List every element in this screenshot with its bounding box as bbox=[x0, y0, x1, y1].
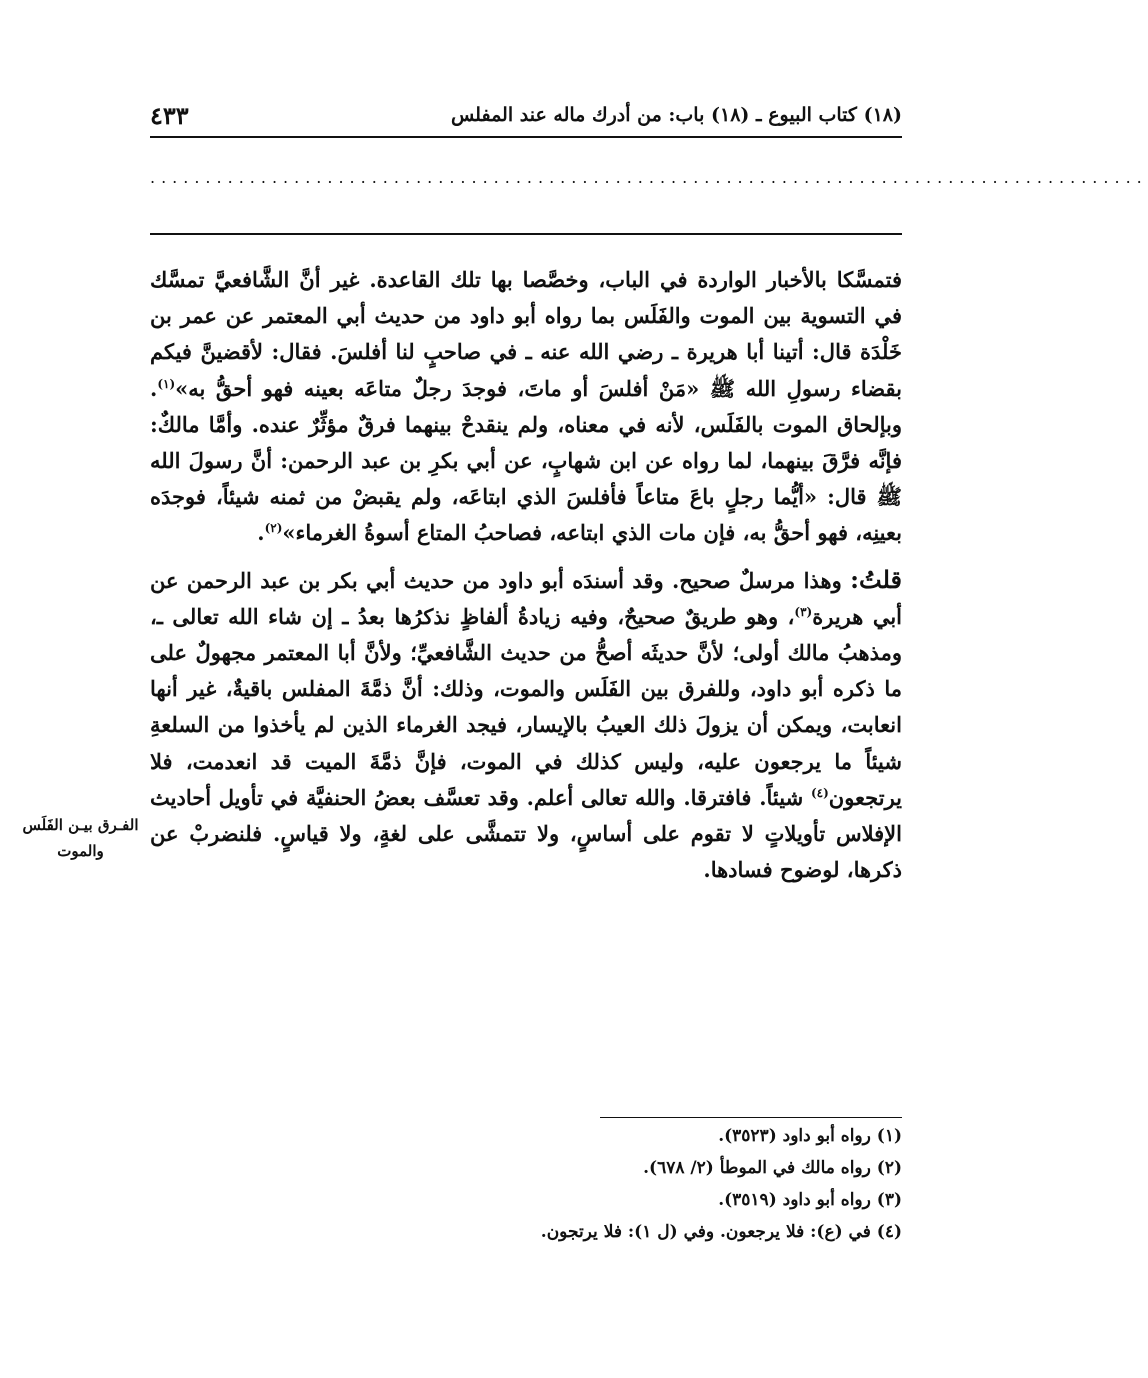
footnote-rule bbox=[600, 1117, 902, 1118]
footnote-ref-4: (٤) bbox=[810, 785, 829, 800]
footnote-ref-2: (٢) bbox=[264, 521, 283, 536]
running-title: (١٨) كتاب البيوع ـ (١٨) باب: من أدرك ماله عند المفلس bbox=[450, 104, 902, 126]
paragraph-2-lead: قلتُ: bbox=[850, 564, 902, 594]
paragraph-1-text-3: . bbox=[257, 520, 265, 546]
footnote-ref-3: (٣) bbox=[794, 604, 813, 619]
paragraph-2-text-3: شيئاً. فافترقا. والله تعالى أعلم. وقد تعسَّف بعضُ الحنفيَّة في تأويل أحاديث الإفلاس تأويلاتٍ لا تقوم على أساسٍ، ولا تتمشَّى على لغةٍ، ولا قياسٍ. فلنضربْ عن ذكرها، لوضوح فسادها. bbox=[150, 784, 902, 883]
paragraph-2-text-2: ، وهو طريقٌ صحيحٌ، وفيه زيادةُ ألفاظٍ نذكرُها بعدُ ـ إن شاء الله تعالى ـ، ومذهبُ مالك أولى؛ لأنَّ حديثَه أصحُّ من حديث الشَّافعيِّ؛ ولأنَّ أبا المعتمر مجهولٌ على ما ذكره أبو داود، وللفرق بين الفَلَس والموت، وذلك: أنَّ ذمَّةَ المفلس باقيةٌ، غير أنها انعابت، ويمكن أن يزولَ ذلك العيبُ بالإيسار، فيجد الغرماء الذين لم يأخذوا من السلعةِ شيئاً ما يرجعون عليه، وليس كذلك في الموت، فإنَّ ذمَّةَ الميت قد انعدمت، فلا يرتجعون bbox=[150, 603, 902, 810]
paragraph-1-text-2: . وبإلحاق الموت بالفَلَس، لأنه في معناه، ولم ينقدحْ بينهما فرقٌ مؤثِّرٌ عنده. وأمَّا مالكٌ: فإنَّه فرَّقَ بينهما، لما رواه عن ابن شهابٍ، عن أبي بكرِ بن عبد الرحمن: أنَّ رسولَ الله ﷺ قال: «أيُّما رجلٍ باعَ متاعاً فأفلسَ الذي ابتاعَه، ولم يقبضْ من ثمنه شيئاً، فوجدَه بعينِه، فهو أحقُّ به، فإن مات الذي ابتاعه، فصاحبُ المتاع أسوةُ الغرماء» bbox=[150, 375, 902, 546]
margin-note: الفـرق بيـن الفَلَس والموت bbox=[22, 816, 139, 860]
separator-dots: .......................................................................................... bbox=[150, 168, 1148, 187]
footnote-2: (٢) رواه مالك في الموطأ (٢/ ٦٧٨). bbox=[643, 1158, 902, 1178]
paragraph-1-text: فتمسَّكا بالأخبار الواردة في الباب، وخصَّصا بها تلك القاعدة. غير أنَّ الشَّافعيَّ تمسَّك في التسوية بين الموت والفَلَس بما رواه أبو داود من حديث أبي المعتمر عن عمر بن خَلْدَة قال: أتينا أبا هريرة ـ رضي الله عنه ـ في صاحبٍ لنا أفلسَ. فقال: لأقضينَّ فيكم بقضاء رسولِ الله ﷺ «مَنْ أفلسَ أو ماتَ، فوجدَ رجلٌ متاعَه بعينه فهو أحقُّ به» bbox=[150, 267, 902, 401]
page-number: ٤٣٣ bbox=[150, 100, 189, 130]
footnote-ref-1: (١) bbox=[157, 376, 176, 391]
footnote-3: (٣) رواه أبو داود (٣٥١٩). bbox=[718, 1190, 902, 1210]
footnotes bbox=[150, 1120, 902, 1248]
header-rule bbox=[150, 136, 902, 138]
footnote-1: (١) رواه أبو داود (٣٥٢٣). bbox=[718, 1126, 902, 1146]
footnote-4: (٤) في (ع): فلا يرجعون. وفي (ل ١): فلا يرتجون. bbox=[540, 1222, 902, 1242]
paragraph-1 bbox=[150, 262, 902, 552]
section-rule bbox=[150, 233, 902, 235]
paragraph-2-text: وهذا مرسلٌ صحيح. وقد أسندَه أبو داود من حديث أبي بكر بن عبد الرحمن عن أبي هريرة bbox=[150, 567, 902, 629]
paragraph-2 bbox=[150, 562, 902, 889]
body-text bbox=[150, 262, 902, 888]
page-header bbox=[150, 95, 902, 135]
